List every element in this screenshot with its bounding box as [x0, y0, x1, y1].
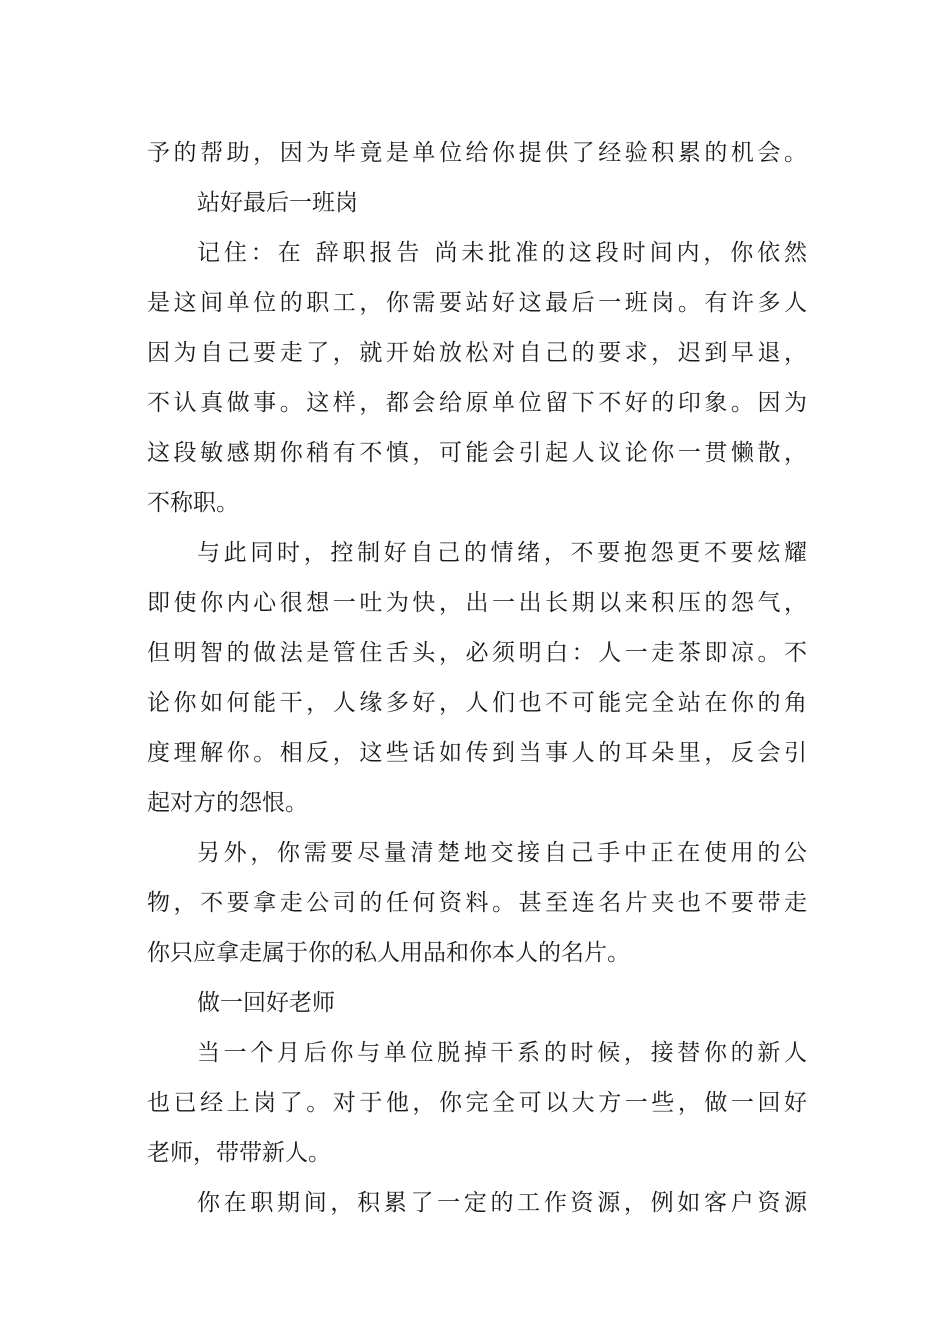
- text-line: 与此同时，控制好自己的情绪，不要抱怨更不要炫耀: [197, 540, 807, 566]
- text-line: 当一个月后你与单位脱掉干系的时候，接替你的新人: [197, 1040, 807, 1066]
- text-line: 度理解你。相反，这些话如传到当事人的耳朵里，反会引: [147, 740, 807, 766]
- text-line: 你只应拿走属于你的私人用品和你本人的名片。: [147, 940, 630, 966]
- text-line: 不称职。: [147, 490, 239, 516]
- text-line: 也已经上岗了。对于他，你完全可以大方一些，做一回好: [147, 1090, 807, 1116]
- text-line: 老师，带带新人。: [147, 1140, 331, 1166]
- text-line: 记住：在 辞职报告 尚未批准的这段时间内，你依然: [197, 240, 807, 266]
- document-body: [147, 128, 807, 1228]
- text-line: 因为自己要走了，就开始放松对自己的要求，迟到早退，: [147, 340, 807, 366]
- text-line: 另外，你需要尽量清楚地交接自己手中正在使用的公: [197, 840, 807, 866]
- text-line: 这段敏感期你稍有不慎，可能会引起人议论你一贯懒散，: [147, 440, 807, 466]
- text-line: 予的帮助，因为毕竟是单位给你提供了经验积累的机会。: [147, 140, 807, 166]
- text-line: 起对方的怨恨。: [147, 790, 308, 816]
- text-line: 你在职期间，积累了一定的工作资源，例如客户资源: [197, 1190, 807, 1216]
- text-line: 论你如何能干，人缘多好，人们也不可能完全站在你的角: [147, 690, 807, 716]
- text-line: 即使你内心很想一吐为快，出一出长期以来积压的怨气，: [147, 590, 807, 616]
- section-heading: 站好最后一班岗: [197, 190, 358, 216]
- text-line: 但明智的做法是管住舌头，必须明白：人一走茶即凉。不: [147, 640, 807, 666]
- text-line: 不认真做事。这样，都会给原单位留下不好的印象。因为: [147, 390, 807, 416]
- text-line: 是这间单位的职工，你需要站好这最后一班岗。有许多人: [147, 290, 807, 316]
- text-line: 物，不要拿走公司的任何资料。甚至连名片夹也不要带走: [147, 890, 807, 916]
- section-heading: 做一回好老师: [197, 990, 335, 1016]
